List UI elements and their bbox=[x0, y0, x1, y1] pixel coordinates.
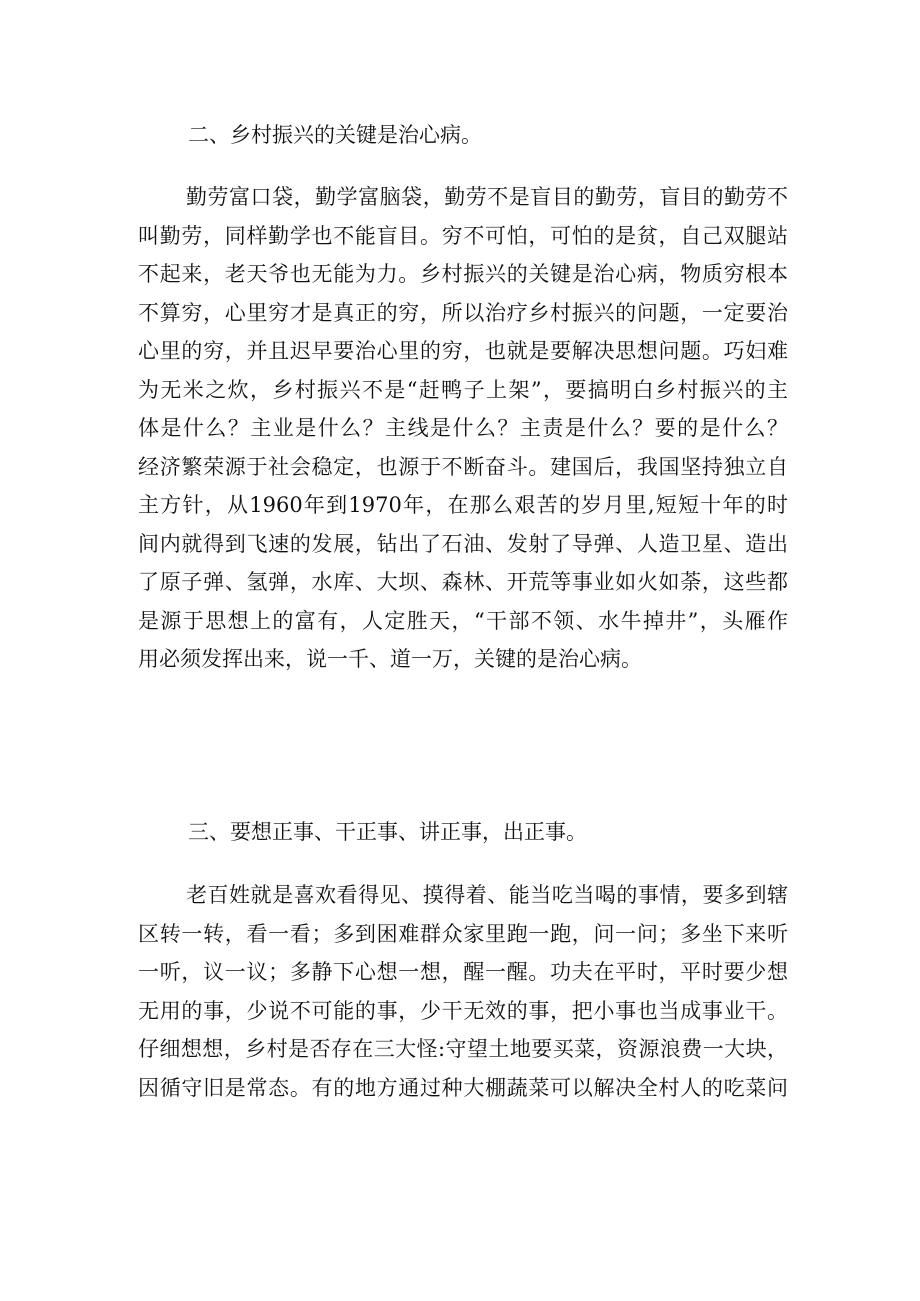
paragraph-line: 体是什么？主业是什么？主线是什么？主责是什么？要的是什么？ bbox=[138, 416, 788, 440]
paragraph-line: 仔细想想，乡村是否存在三大怪:守望土地要买菜，资源浪费一大块， bbox=[138, 1037, 788, 1061]
section-heading-2: 二、乡村振兴的关键是治心病。 bbox=[188, 123, 482, 147]
paragraph-line: 经济繁荣源于社会稳定，也源于不断奋斗。建国后，我国坚持独立自 bbox=[138, 454, 788, 479]
paragraph-line: 叫勤劳，同样勤学也不能盲目。穷不可怕，可怕的是贫，自己双腿站 bbox=[138, 223, 788, 248]
section-2-paragraph bbox=[138, 178, 788, 679]
paragraph-line: 老百姓就是喜欢看得见、摸得着、能当吃当喝的事情，要多到辖 bbox=[186, 883, 788, 907]
paragraph-line: 无用的事，少说不可能的事，少干无效的事，把小事也当成事业干。 bbox=[138, 998, 788, 1023]
paragraph-line: 是源于思想上的富有，人定胜天，“干部不领、水牛掉井”，头雁作 bbox=[138, 608, 788, 633]
section-heading-3: 三、要想正事、干正事、讲正事，出正事。 bbox=[188, 820, 587, 844]
paragraph-line: 主方针，从1960年到1970年，在那么艰苦的岁月里,短短十年的时 bbox=[138, 493, 788, 517]
paragraph-line: 因循守旧是常态。有的地方通过种大棚蔬菜可以解决全村人的吃菜问 bbox=[138, 1075, 788, 1100]
paragraph-line: 区转一转，看一看；多到困难群众家里跑一跑，问一问；多坐下来听 bbox=[138, 921, 788, 946]
paragraph-line: 勤劳富口袋，勤学富脑袋，勤劳不是盲目的勤劳，盲目的勤劳不 bbox=[186, 185, 788, 209]
paragraph-line: 不起来，老天爷也无能为力。乡村振兴的关键是治心病，物质穷根本 bbox=[138, 262, 788, 286]
paragraph-line: 用必须发挥出来，说一千、道一万，关键的是治心病。 bbox=[138, 647, 642, 671]
paragraph-line: 为无米之炊，乡村振兴不是“赶鸭子上架”，要搞明白乡村振兴的主 bbox=[138, 377, 788, 402]
paragraph-line: 不算穷，心里穷才是真正的穷，所以治疗乡村振兴的问题，一定要治 bbox=[138, 300, 788, 325]
section-3-paragraph bbox=[138, 876, 788, 1107]
paragraph-line: 了原子弹、氢弹，水库、大坝、森林、开荒等事业如火如荼，这些都 bbox=[138, 570, 788, 594]
paragraph-line: 间内就得到飞速的发展，钻出了石油、发射了导弹、人造卫星、造出 bbox=[138, 531, 788, 556]
paragraph-line: 心里的穷，并且迟早要治心里的穷，也就是要解决思想问题。巧妇难 bbox=[138, 339, 788, 363]
paragraph-line: 一听，议一议；多静下心想一想，醒一醒。功夫在平时，平时要少想 bbox=[138, 960, 788, 984]
